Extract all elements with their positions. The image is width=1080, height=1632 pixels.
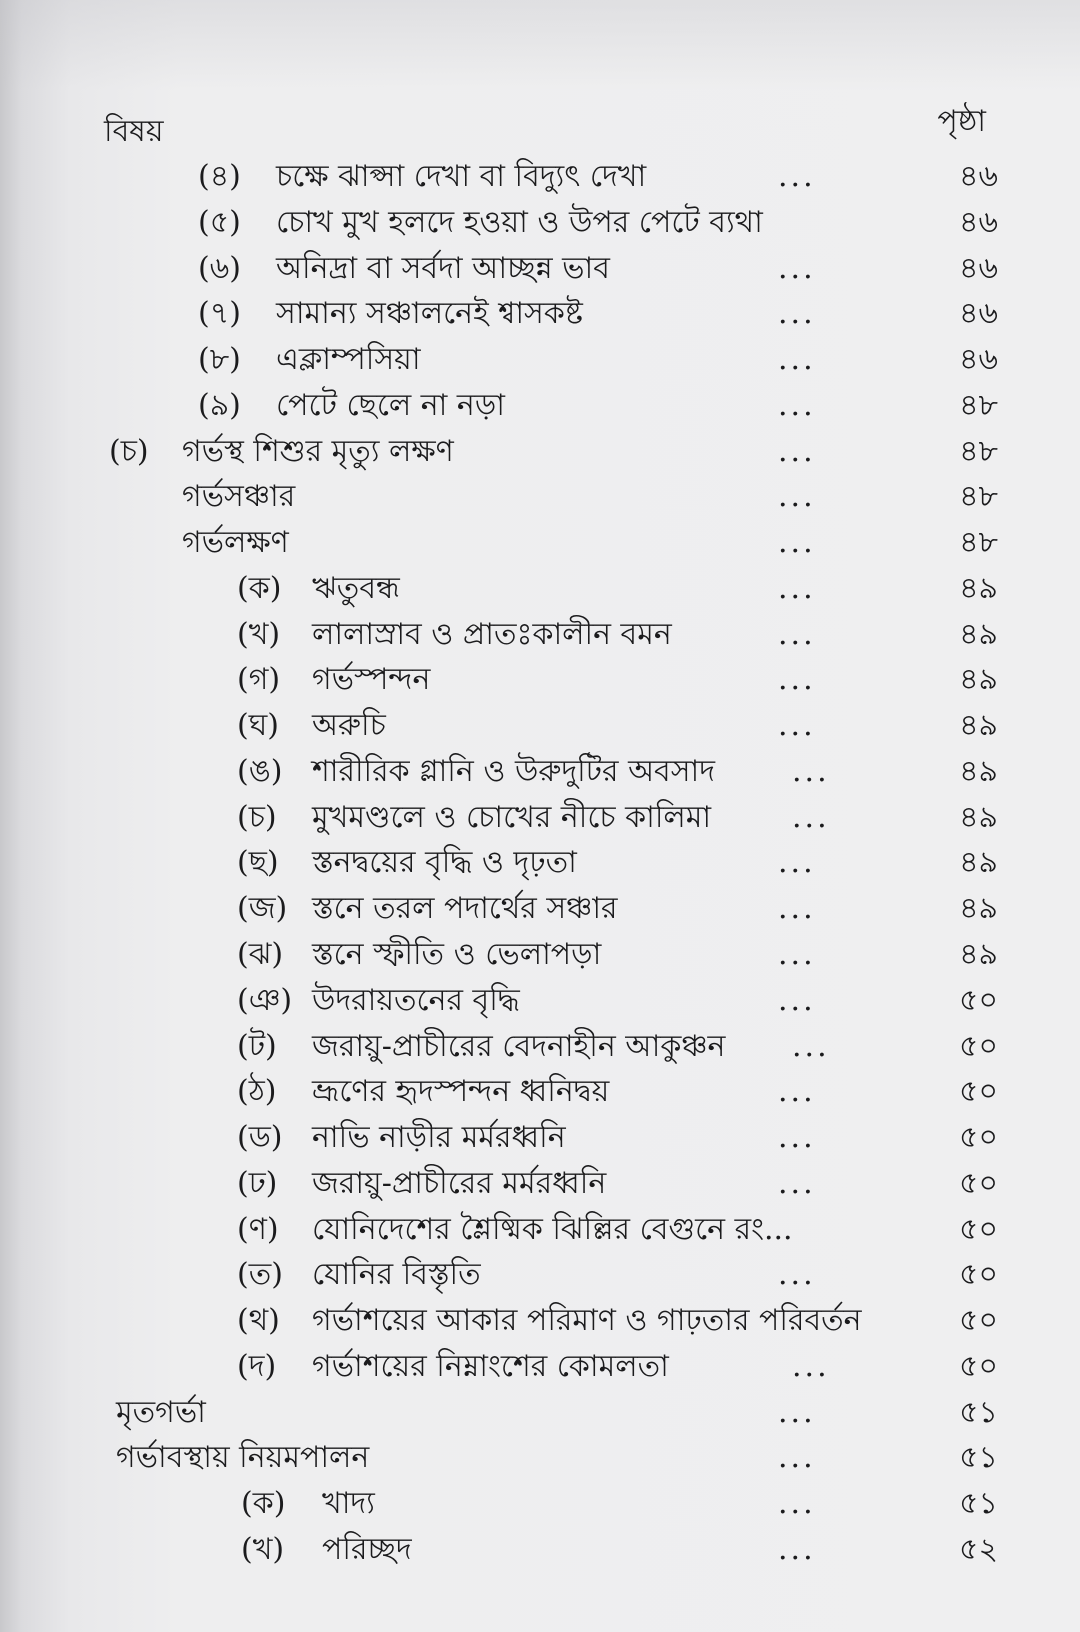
page-number: ৫০ [959, 1348, 998, 1384]
toc-entry [0, 1527, 1080, 1573]
dot-leader: ... [778, 845, 816, 881]
toc-entry [0, 1298, 1080, 1344]
entry-title: স্তনে তরল পদার্থের সঞ্চার [312, 891, 618, 927]
dot-leader: ... [792, 753, 830, 789]
entry-title: এক্লাম্পসিয়া [276, 342, 421, 378]
dot-leader: ... [792, 1028, 830, 1064]
dot-leader: ... [778, 1486, 816, 1522]
page-number: ৫০ [959, 1211, 998, 1247]
entry-title: অনিদ্রা বা সর্বদা আচ্ছন্ন ভাব [276, 250, 610, 286]
toc-entry [0, 795, 1080, 841]
entry-marker: (ড) [237, 1120, 283, 1156]
page-number: ৫১ [959, 1394, 998, 1430]
entry-title: জরায়ু-প্রাচীরের বেদনাহীন আকুঞ্চন [312, 1028, 726, 1064]
entry-title: মৃতগর্ভা [116, 1394, 206, 1430]
entry-title: পেটে ছেলে না নড়া [276, 387, 505, 423]
toc-entry [0, 840, 1080, 886]
entry-title: জরায়ু-প্রাচীরের মর্মরধ্বনি [312, 1165, 607, 1201]
dot-leader: ... [778, 479, 816, 515]
page-number: ৪৮ [959, 525, 998, 561]
toc-entry [0, 566, 1080, 612]
entry-title: গর্ভস্থ শিশুর মৃত্যু লক্ষণ [182, 433, 454, 469]
subject-column-heading: বিষয় [104, 114, 164, 149]
toc-entry [0, 1390, 1080, 1436]
toc-entry [0, 337, 1080, 383]
page-number: ৫০ [959, 1303, 998, 1339]
dot-leader: ... [778, 525, 816, 561]
entry-marker: (ক) [241, 1486, 286, 1522]
entry-marker: (৬) [198, 250, 241, 286]
entry-marker: (খ) [241, 1531, 285, 1567]
dot-leader: ... [778, 891, 816, 927]
page-number: ৪৮ [959, 387, 998, 423]
page-number: ৫০ [959, 1257, 998, 1293]
dot-leader: ... [792, 799, 830, 835]
toc-entry [0, 1207, 1080, 1253]
entry-marker: (৭) [198, 296, 241, 332]
dot-leader: ... [778, 1394, 816, 1430]
page-number: ৪৬ [959, 204, 998, 240]
dot-leader: ... [778, 662, 816, 698]
entry-title: গর্ভলক্ষণ [182, 525, 289, 561]
page-number: ৪৯ [959, 937, 998, 973]
table-of-contents [0, 154, 1080, 1573]
entry-marker: (থ) [237, 1303, 280, 1339]
page-number: ৪৬ [959, 342, 998, 378]
entry-marker: (ঘ) [237, 708, 279, 744]
toc-entry [0, 474, 1080, 520]
dot-leader: ... [792, 1348, 830, 1384]
entry-marker: (ঢ) [237, 1165, 278, 1201]
dot-leader: ... [778, 250, 816, 286]
dot-leader: ... [778, 708, 816, 744]
entry-title: সামান্য সঞ্চালনেই শ্বাসকষ্ট [276, 296, 583, 332]
entry-marker: (ঠ) [237, 1074, 277, 1110]
page-number: ৪৯ [959, 662, 998, 698]
dot-leader: ... [778, 982, 816, 1018]
toc-entry [0, 1115, 1080, 1161]
page-column-heading: পৃষ্ঠা [937, 104, 986, 139]
entry-title: স্তনে স্ফীতি ও ভেলাপড়া [312, 937, 602, 973]
dot-leader: ... [778, 616, 816, 652]
entry-marker: (৮) [198, 342, 241, 378]
page-number: ৫০ [959, 1165, 998, 1201]
page-number: ৫০ [959, 1028, 998, 1064]
page-number: ৫১ [959, 1440, 998, 1476]
scan-shading [0, 0, 1080, 90]
dot-leader: ... [778, 1165, 816, 1201]
toc-entry [0, 383, 1080, 429]
entry-title: মুখমণ্ডলে ও চোখের নীচে কালিমা [312, 799, 712, 835]
toc-entry [0, 612, 1080, 658]
entry-marker: (৯) [198, 387, 241, 423]
entry-title: গর্ভাশয়ের আকার পরিমাণ ও গাঢ়তার পরিবর্তন [312, 1303, 862, 1339]
dot-leader: ... [778, 159, 816, 194]
entry-title: লালাস্রাব ও প্রাতঃকালীন বমন [312, 616, 672, 652]
page-number: ৫১ [959, 1486, 998, 1522]
page-number: ৪৯ [959, 799, 998, 835]
entry-marker: (চ) [109, 433, 149, 469]
entry-marker: (দ) [237, 1348, 277, 1384]
entry-title: উদরায়তনের বৃদ্ধি [312, 982, 520, 1018]
entry-marker: (চ) [237, 799, 277, 835]
entry-title: নাভি নাড়ীর মর্মরধ্বনি [312, 1120, 566, 1156]
entry-title: চক্ষে ঝাপ্সা দেখা বা বিদ্যুৎ দেখা [276, 159, 647, 194]
dot-leader: ... [778, 937, 816, 973]
entry-title: গর্ভসঞ্চার [182, 479, 296, 515]
dot-leader: ... [778, 296, 816, 332]
entry-marker: (ঙ) [237, 753, 283, 789]
toc-entry [0, 1252, 1080, 1298]
toc-entry [0, 154, 1080, 200]
toc-entry [0, 429, 1080, 475]
toc-entry [0, 520, 1080, 566]
toc-entry [0, 1344, 1080, 1390]
entry-title: গর্ভাবস্থায় নিয়মপালন [116, 1440, 370, 1476]
dot-leader: ... [778, 1531, 816, 1567]
toc-entry [0, 932, 1080, 978]
dot-leader: ... [778, 1440, 816, 1476]
entry-marker: (জ) [237, 891, 288, 927]
entry-title: খাদ্য [322, 1486, 375, 1522]
entry-marker: (ত) [237, 1257, 283, 1293]
toc-entry [0, 1069, 1080, 1115]
page-number: ৪৯ [959, 708, 998, 744]
entry-marker: (৪) [198, 159, 241, 194]
toc-entry [0, 200, 1080, 246]
dot-leader: ... [778, 387, 816, 423]
page-number: ৪৯ [959, 570, 998, 606]
page-number: ৫০ [959, 1120, 998, 1156]
entry-marker: (ক) [237, 570, 282, 606]
toc-entry [0, 886, 1080, 932]
toc-entry [0, 1161, 1080, 1207]
toc-entry [0, 657, 1080, 703]
page-number: ৪৯ [959, 616, 998, 652]
page-number: ৪৮ [959, 479, 998, 515]
entry-title: যোনিদেশের শ্লৈষ্মিক ঝিল্লির বেগুনে রং... [312, 1211, 793, 1247]
entry-title: শারীরিক গ্লানি ও উরুদুটির অবসাদ [312, 753, 716, 789]
page-number: ৪৯ [959, 891, 998, 927]
entry-title: চোখ মুখ হলদে হওয়া ও উপর পেটে ব্যথা [276, 204, 763, 240]
toc-entry [0, 703, 1080, 749]
entry-title: যোনির বিস্তৃতি [312, 1257, 481, 1293]
toc-entry [0, 749, 1080, 795]
entry-title: ঋতুবন্ধ [312, 570, 400, 606]
toc-entry [0, 1435, 1080, 1481]
entry-title: অরুচি [312, 708, 386, 744]
page-number: ৪৬ [959, 159, 998, 194]
entry-title: ভ্রূণের হৃদস্পন্দন ধ্বনিদ্বয় [312, 1074, 610, 1110]
toc-entry [0, 1024, 1080, 1070]
entry-title: স্তনদ্বয়ের বৃদ্ধি ও দৃঢ়তা [312, 845, 577, 881]
entry-marker: (ণ) [237, 1211, 279, 1247]
page-number: ৪৯ [959, 753, 998, 789]
page-number: ৪৯ [959, 845, 998, 881]
page-number: ৫২ [959, 1531, 998, 1567]
entry-marker: (গ) [237, 662, 281, 698]
dot-leader: ... [778, 1074, 816, 1110]
entry-marker: (খ) [237, 616, 281, 652]
entry-title: পরিচ্ছদ [322, 1531, 412, 1567]
toc-entry [0, 246, 1080, 292]
dot-leader: ... [778, 342, 816, 378]
dot-leader: ... [778, 433, 816, 469]
entry-marker: (ঞ) [237, 982, 293, 1018]
entry-title: গর্ভস্পন্দন [312, 662, 431, 698]
toc-entry [0, 291, 1080, 337]
entry-marker: (৫) [198, 204, 241, 240]
entry-marker: (ট) [237, 1028, 277, 1064]
entry-title: গর্ভাশয়ের নিম্নাংশের কোমলতা [312, 1348, 669, 1384]
toc-entry [0, 1481, 1080, 1527]
page-number: ৪৮ [959, 433, 998, 469]
dot-leader: ... [778, 1257, 816, 1293]
page-number: ৪৬ [959, 296, 998, 332]
entry-marker: (ঝ) [237, 937, 284, 973]
entry-marker: (ছ) [237, 845, 279, 881]
page-number: ৪৬ [959, 250, 998, 286]
page-number: ৫০ [959, 982, 998, 1018]
dot-leader: ... [778, 1120, 816, 1156]
toc-entry [0, 978, 1080, 1024]
page-number: ৫০ [959, 1074, 998, 1110]
dot-leader: ... [778, 570, 816, 606]
